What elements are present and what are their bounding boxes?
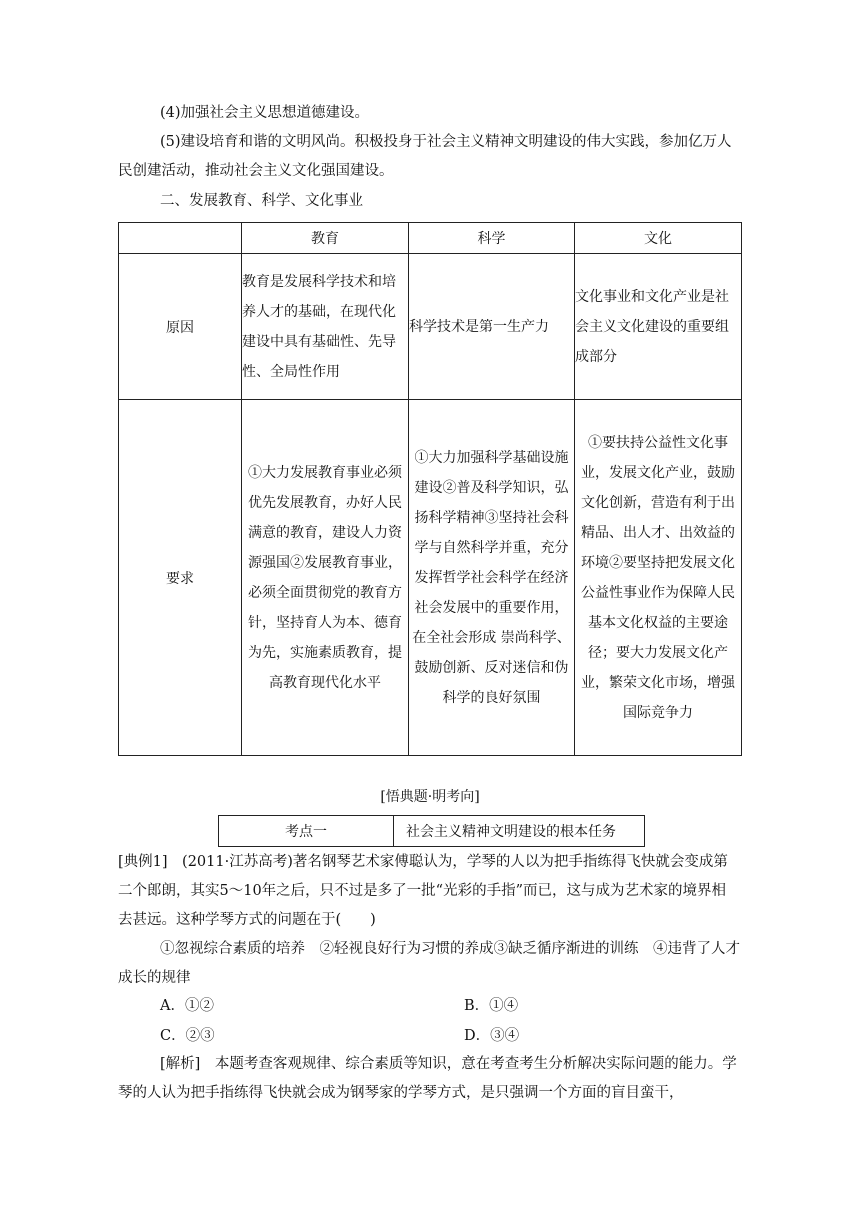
review-title: [悟典题·明考向]: [380, 789, 480, 805]
table-row-requirement: [119, 400, 742, 756]
kaodian-title: 社会主义精神文明建设的根本任务: [394, 816, 645, 847]
example-question: [典例1] (2011·江苏高考)著名钢琴艺术家傅聪认为，学琴的人以为把手指练得飞快就会变成第二个郎朗，其实5～10年之后，只不过是多了一批“光彩的手指”而已，这与成为艺术家的境界相去甚远。这种学琴方式的问题在于( ): [118, 854, 728, 928]
header-education: 教育: [242, 223, 409, 254]
row-label-reason: 原因: [119, 254, 242, 400]
example-statements: ①忽视综合素质的培养 ②轻视良好行为习惯的养成③缺乏循序渐进的训练 ④违背了人才成长的规律: [118, 941, 740, 986]
option-a: A．①②: [160, 998, 214, 1014]
table-header-row: [119, 223, 742, 254]
option-b: B．①④: [464, 998, 519, 1014]
item-5: (5)建设培育和谐的文明风尚。积极投身于社会主义精神文明建设的伟大实践，参加亿万人民创建活动，推动社会主义文化强国建设。: [118, 134, 732, 179]
analysis-text: [解析] 本题考查客观规律、综合素质等知识，意在考查考生分析解决实际问题的能力。学琴的人认为把手指练得飞快就会成为钢琴家的学琴方式，是只强调一个方面的盲目蛮干，: [118, 1056, 737, 1101]
reason-education: 教育是发展科学技术和培养人才的基础，在现代化建设中具有基础性、先导性、全局性作用: [242, 254, 409, 400]
requirement-science: ①大力加强科学基础设施建设②普及科学知识，弘扬科学精神③坚持社会科学与自然科学并重，充分发挥哲学社会科学在经济社会发展中的重要作用，在全社会形成 崇尚科学、鼓励创新、反对迷信和伪科学的良好氛围: [409, 400, 575, 756]
development-table: [118, 222, 742, 756]
option-d: D．③④: [464, 1028, 520, 1044]
option-c: C．②③: [160, 1028, 215, 1044]
section-2-heading: 二、发展教育、科学、文化事业: [160, 193, 363, 209]
header-science: 科学: [409, 223, 575, 254]
table-row-reason: [119, 254, 742, 400]
reason-culture: 文化事业和文化产业是社会主义文化建设的重要组成部分: [575, 254, 742, 400]
kaodian-box: [218, 815, 645, 847]
reason-science: 科学技术是第一生产力: [409, 254, 575, 400]
item-4: (4)加强社会主义思想道德建设。: [160, 105, 370, 121]
requirement-culture: ①要扶持公益性文化事业，发展文化产业，鼓励文化创新，营造有利于出精品、出人才、出效益的环境②要坚持把发展文化公益性事业作为保障人民基本文化权益的主要途径；要大力发展文化产业，繁荣文化市场，增强国际竞争力: [575, 400, 742, 756]
kaodian-label: 考点一: [219, 816, 394, 847]
header-empty: [119, 223, 242, 254]
row-label-requirement: 要求: [119, 400, 242, 756]
requirement-education: ①大力发展教育事业必须优先发展教育，办好人民满意的教育，建设人力资源强国②发展教育事业，必须全面贯彻党的教育方针，坚持育人为本、德育为先，实施素质教育，提高教育现代化水平: [242, 400, 409, 756]
header-culture: 文化: [575, 223, 742, 254]
